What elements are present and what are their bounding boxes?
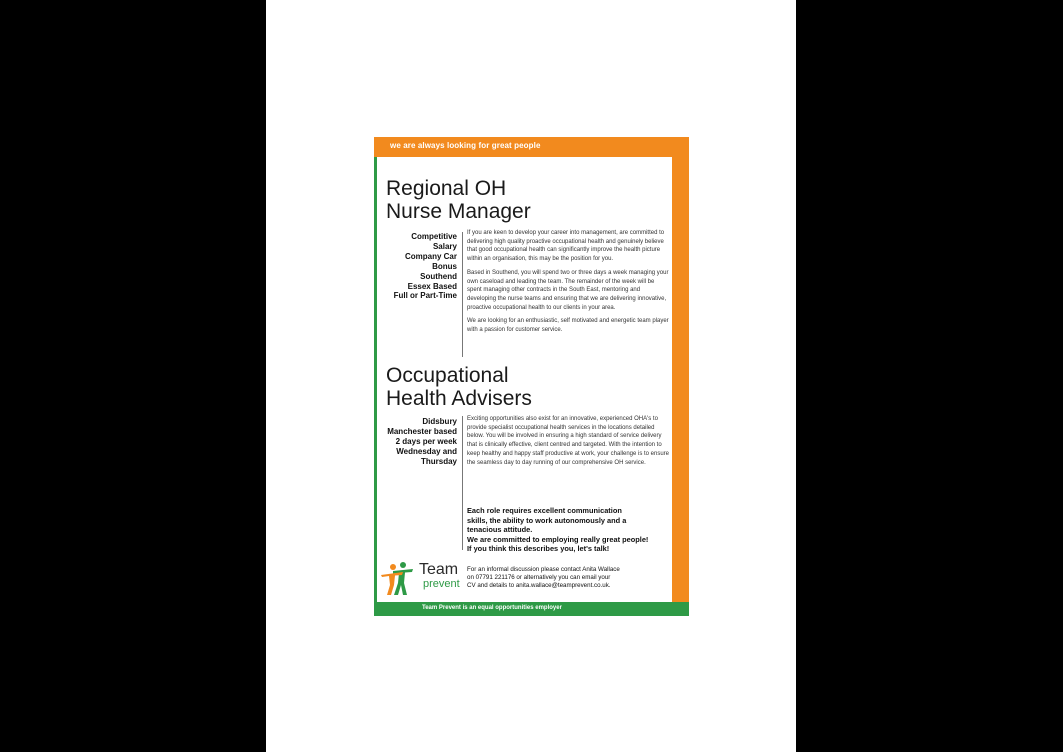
- job-advert: [374, 137, 689, 616]
- requirements-line: Each role requires excellent communication: [467, 506, 622, 515]
- logo-word-prevent: prevent: [423, 578, 460, 590]
- contact-line: For an informal discussion please contact Anita Wallace: [467, 566, 620, 573]
- role1-title-line1: Regional OH: [386, 177, 507, 200]
- requirements-line: skills, the ability to work autonomously and a: [467, 515, 627, 525]
- figures-icon: [379, 561, 419, 597]
- role1-detail: Essex Based: [407, 281, 457, 291]
- contact-line: CV and details to anita.wallace@teamprevent.co.uk.: [467, 582, 611, 589]
- role2-detail: Thursday: [420, 456, 457, 466]
- requirements-line: We are committed to employing really great people!: [467, 534, 649, 544]
- role2-description: [467, 415, 670, 472]
- role2-detail: Wednesday and: [396, 446, 457, 456]
- role2-title-line1: Occupational: [386, 364, 509, 387]
- contact-line: on 07791 221176 or alternatively you can email your: [467, 574, 611, 581]
- role1-detail: Company Car: [404, 251, 457, 261]
- role1-title-line2: Nurse Manager: [386, 200, 531, 223]
- role2-detail: Didsbury: [422, 417, 457, 426]
- requirements-line: tenacious attitude.: [467, 525, 533, 534]
- requirements-block: [467, 506, 677, 554]
- role1-detail: Salary: [432, 241, 457, 251]
- role1-paragraph: We are looking for an enthusiastic, self motivated and energetic team player with a passion for customer service.: [467, 318, 669, 334]
- role1-detail: Competitive: [411, 232, 457, 241]
- role2-details: [380, 417, 457, 467]
- role1-detail: Southend: [420, 271, 457, 281]
- role1-details: [380, 232, 457, 301]
- footer-text: Team Prevent is an equal opportunities employer: [422, 605, 562, 611]
- logo-word-team: Team: [419, 561, 459, 578]
- requirements-line: If you think this describes you, let's talk!: [467, 544, 610, 553]
- role2-divider: [462, 416, 463, 550]
- contact-block: [467, 566, 677, 590]
- role2-title-line2: Health Advisers: [386, 387, 532, 410]
- role1-detail: Full or Part-Time: [393, 291, 457, 301]
- team-prevent-logo: [379, 561, 465, 597]
- role1-paragraph: If you are keen to develop your career into management, are committed to delivering high quality proactive occupational health and genuinely believe that good occupational health can significantly improve the health picture within an organisation, this may be the position for you.: [467, 230, 665, 263]
- role2-detail: 2 days per week: [395, 436, 457, 446]
- role1-divider: [462, 232, 463, 357]
- tagline: we are always looking for great people: [390, 141, 541, 150]
- role1-paragraph: Based in Southend, you will spend two or three days a week managing your own caseload and leading the team. The remainder of the week will be spent managing other contracts in the South East, mentoring and developing the nurse teams and ensuring that we are delivering innovative, proactive occupational health to our clients in your area.: [467, 269, 669, 311]
- role1-description: [467, 229, 670, 340]
- role1-detail: Bonus: [432, 261, 457, 271]
- role2-detail: Manchester based: [387, 426, 457, 436]
- role2-paragraph: Exciting opportunities also exist for an innovative, experienced OHA's to provide specialist occupational health services in the locations detailed below. You will be involved in ensuring a high standard of service delivery that is clinically effective, client centred and targeted. With the intention to keep healthy and happy staff productive at work, your challenge is to ensure the seamless day to day running of our comprehensive OH service.: [467, 416, 670, 466]
